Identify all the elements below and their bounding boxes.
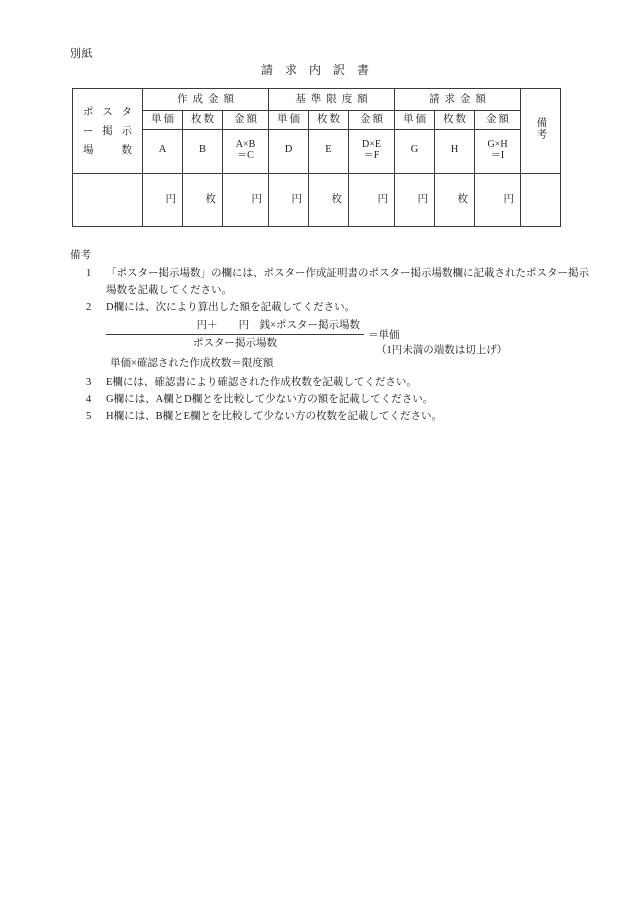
- subheader-amount-f: 金額: [349, 110, 395, 129]
- note-item-2: [86, 299, 590, 316]
- subheader-unit-price-d: 単価: [269, 110, 309, 129]
- formula-fraction: [106, 318, 364, 352]
- note-text-3: E欄には、確認書により確認された作成枚数を記載してください。: [106, 377, 417, 388]
- header-cell-remarks: [521, 89, 561, 174]
- attachment-label: 別紙: [70, 48, 93, 60]
- note-text-2: D欄には、次により算出した額を記載してください。: [106, 302, 356, 313]
- formula-limit-amount: 単価×確認された作成枚数＝限度額: [110, 358, 274, 369]
- symbol-cell-d: [269, 129, 309, 173]
- note-text-5: H欄には、B欄とE欄とを比較して少ない方の枚数を記載してください。: [106, 411, 442, 422]
- subheader-unit-price-a: 単価: [143, 110, 183, 129]
- symbol-cell-c: [223, 129, 269, 173]
- breakdown-table: [72, 88, 561, 227]
- notes-heading: 備考: [70, 250, 91, 261]
- entry-cell-unit-a[interactable]: 円: [143, 174, 183, 227]
- symbol-g: G: [410, 144, 419, 156]
- symbol-b: B: [198, 144, 206, 156]
- formula-numerator: 円＋ 円 銭×ポスター掲示場数: [196, 320, 360, 331]
- subheader-unit-price-g: 単価: [395, 110, 435, 129]
- entry-cell-unit-b[interactable]: 枚: [183, 174, 223, 227]
- breakdown-table-container: [72, 88, 561, 227]
- subheader-count-b: 枚数: [183, 110, 223, 129]
- note-item-1: [86, 265, 590, 299]
- note-number-3: 3: [86, 377, 92, 388]
- poster-label-line-3: 場数: [83, 144, 132, 156]
- note-number-2: 2: [86, 302, 92, 313]
- note-item-3: [86, 374, 590, 391]
- entry-cell-unit-i[interactable]: 円: [475, 174, 521, 227]
- poster-label-line-2: ー掲示: [83, 125, 132, 137]
- note-text-4: G欄には、A欄とD欄とを比較して少ない方の額を記載してください。: [106, 394, 434, 405]
- table-subheader-row: [73, 110, 561, 129]
- symbol-f-expression: D×E: [362, 139, 381, 151]
- entry-cell-poster-count[interactable]: [73, 174, 143, 227]
- symbol-cell-g: [395, 129, 435, 173]
- symbol-cell-e: [309, 129, 349, 173]
- notes-section: [70, 248, 590, 425]
- symbol-c-expression: A×B: [235, 139, 256, 151]
- subheader-amount-i: 金額: [475, 110, 521, 129]
- header-group-production-amount: 作成金額: [143, 89, 269, 111]
- note-item-5: [86, 408, 590, 425]
- symbol-a: A: [158, 144, 167, 156]
- header-group-standard-limit: 基準限度額: [269, 89, 395, 111]
- symbol-cell-f: [349, 129, 395, 173]
- symbol-f-result: ＝F: [363, 150, 380, 162]
- symbol-c-result: ＝C: [237, 150, 254, 162]
- formula-denominator: ポスター掲示場数: [193, 338, 277, 349]
- symbol-i-result: ＝I: [490, 150, 505, 162]
- note-number-4: 4: [86, 394, 92, 405]
- page-title: 請求内訳書: [260, 63, 381, 77]
- symbol-cell-a: [143, 129, 183, 173]
- symbol-i-expression: G×H: [487, 139, 508, 151]
- subheader-count-e: 枚数: [309, 110, 349, 129]
- formula-result-group: [368, 328, 507, 358]
- symbol-d: D: [284, 144, 293, 156]
- table-group-header-row: [73, 89, 561, 111]
- table-entry-row[interactable]: [73, 174, 561, 227]
- entry-cell-remarks[interactable]: [521, 174, 561, 227]
- unit-price-formula: [106, 318, 590, 374]
- subheader-amount-c: 金額: [223, 110, 269, 129]
- subheader-count-h: 枚数: [435, 110, 475, 129]
- remarks-label: 備考: [535, 117, 547, 141]
- table-symbol-row: [73, 129, 561, 173]
- formula-rounding-note: （1円未満の端数は切上げ）: [376, 345, 508, 356]
- entry-cell-unit-g[interactable]: 円: [395, 174, 435, 227]
- formula-result: ＝単価: [368, 330, 400, 341]
- symbol-e: E: [325, 144, 332, 156]
- entry-cell-unit-f[interactable]: 円: [349, 174, 395, 227]
- note-item-4: [86, 391, 590, 408]
- note-text-1: 「ポスター掲示場数」の欄には、ポスター作成証明書のポスター掲示場数欄に記載されたポスター掲示場数を記載してください。: [106, 268, 589, 296]
- symbol-cell-h: [435, 129, 475, 173]
- entry-cell-unit-d[interactable]: 円: [269, 174, 309, 227]
- symbol-h: H: [450, 144, 459, 156]
- entry-cell-unit-e[interactable]: 枚: [309, 174, 349, 227]
- symbol-cell-b: [183, 129, 223, 173]
- entry-cell-unit-h[interactable]: 枚: [435, 174, 475, 227]
- header-group-claim-amount: 請求金額: [395, 89, 521, 111]
- entry-cell-unit-c[interactable]: 円: [223, 174, 269, 227]
- symbol-cell-i: [475, 129, 521, 173]
- header-cell-poster-count: [73, 89, 143, 174]
- poster-label-line-1: ポスタ: [83, 106, 132, 118]
- note-number-5: 5: [86, 411, 92, 422]
- note-number-1: 1: [86, 268, 92, 279]
